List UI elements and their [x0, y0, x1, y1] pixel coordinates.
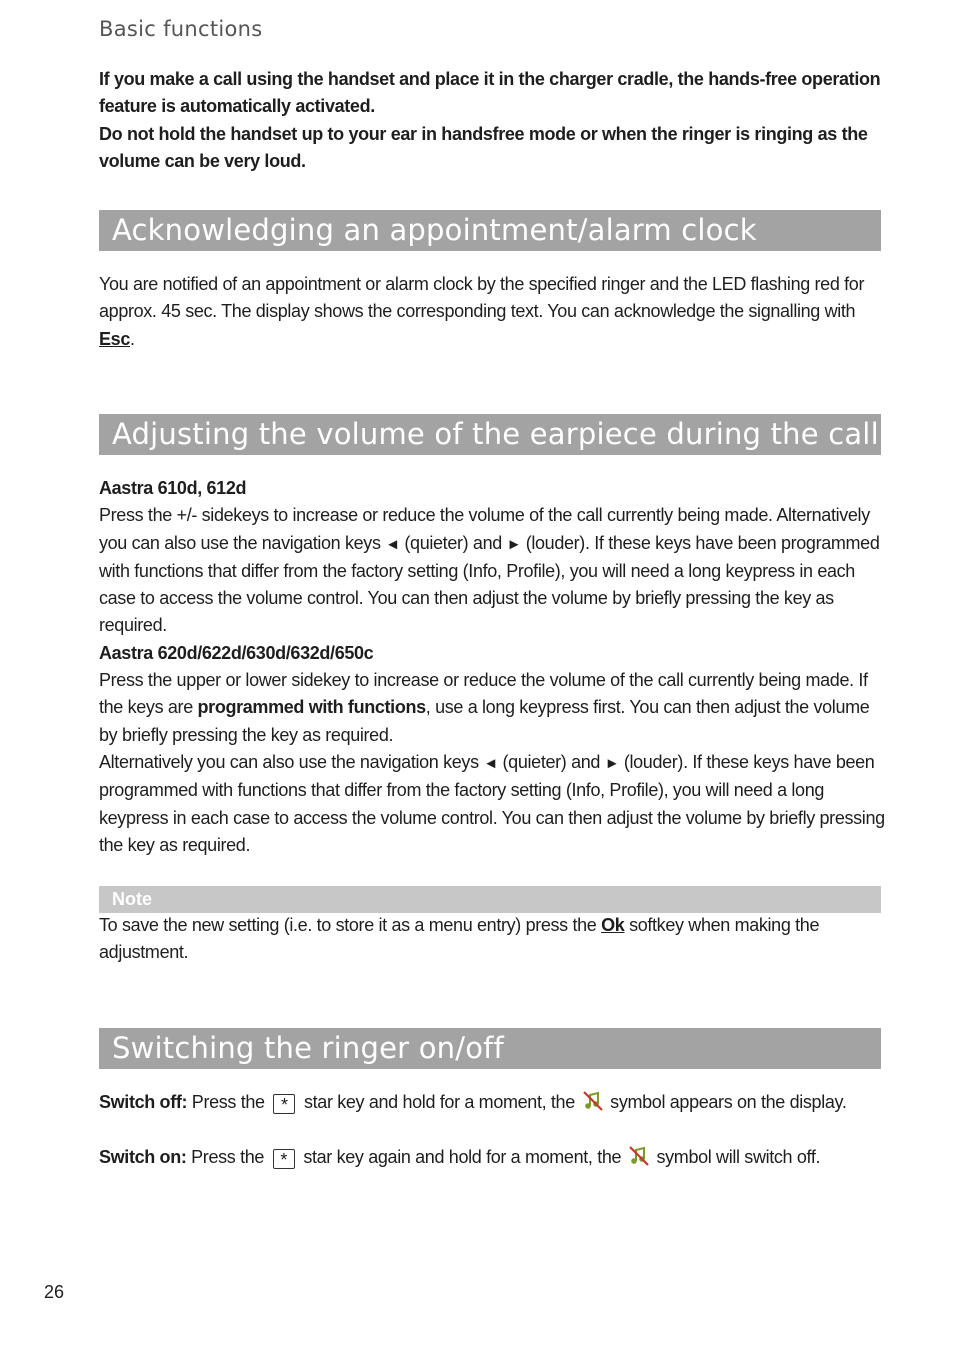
intro-warning [99, 66, 889, 175]
model-610d-paragraph [99, 502, 889, 639]
ringer-off-icon [582, 1090, 604, 1112]
model-610d-text-a: Press the +/- sidekeys to increase or reduce the volume of the call currently being made. Alternatively you can also use the navigation keys [99, 505, 870, 553]
model-610d-text-b: (quieter) and [399, 532, 507, 553]
right-arrow-icon: ► [604, 754, 620, 772]
model-620d-text-a: Press the upper or lower sidekey to increase or reduce the volume of the call currently being made. If the keys are [99, 670, 868, 718]
switch-off-text-c: symbol appears on the display. [605, 1092, 847, 1112]
intro-line-2: Do not hold the handset up to your ear in handsfree mode or when the ringer is ringing as the volume can be very loud. [99, 123, 868, 171]
switch-off-line [99, 1089, 889, 1116]
programmed-with-functions: programmed with functions [197, 697, 426, 718]
model-title-610d: Aastra 610d, 612d [99, 478, 247, 498]
note-text-a: To save the new setting (i.e. to store it as a menu entry) press the [99, 915, 602, 935]
switch-on-line [99, 1144, 889, 1171]
switch-off-label: Switch off: [99, 1092, 188, 1112]
note-paragraph [99, 912, 889, 967]
switch-off-text-b: star key and hold for a moment, the [299, 1092, 580, 1112]
model-620d-paragraph [99, 667, 889, 749]
alarm-text-end: . [129, 328, 135, 349]
model-620d-text-b: , use a long keypress first. You can then adjust the volume by briefly pressing the key as required. [99, 697, 870, 745]
left-arrow-icon: ◄ [483, 754, 498, 772]
model-610d-text-c: (louder). If these keys have been programmed with functions that differ from the factory setting (Info, Profile), you will need a long keypress in each case to access the volume control. You can then adjust the volume by briefly pressing the key as required. [99, 532, 880, 636]
note-text-b: softkey when making the adjustment. [99, 915, 820, 963]
switch-off-text-a: Press the [187, 1092, 270, 1112]
model-title-620d: Aastra 620d/622d/630d/632d/650c [99, 642, 374, 663]
star-key-icon: * [273, 1149, 295, 1169]
model-620d-alt-b: (quieter) and [497, 751, 605, 772]
model-620d-alt-a: Alternatively you can also use the navigation keys [99, 751, 484, 772]
model-620d-alt-paragraph [99, 749, 889, 859]
section-heading-alarm: Acknowledging an appointment/alarm clock [99, 210, 881, 251]
page-number: 26 [44, 1282, 65, 1302]
star-key-icon: * [273, 1094, 295, 1114]
switch-on-text-b: star key again and hold for a moment, the [298, 1147, 626, 1167]
ok-key-label: Ok [601, 915, 625, 935]
switch-on-text-a: Press the [186, 1147, 269, 1167]
left-arrow-icon: ◄ [385, 535, 400, 553]
switch-on-text-c: symbol will switch off. [651, 1147, 821, 1167]
running-head: Basic functions [99, 17, 263, 41]
right-arrow-icon: ► [506, 535, 522, 553]
note-label: Note [99, 886, 881, 913]
model-620d-alt-c: (louder). If these keys have been programmed with functions that differ from the factory setting (Info, Profile), you will need a long keypress in each case to access the volume control. You can then adjust the volume by briefly pressing the key as required. [99, 751, 885, 855]
alarm-text: You are notified of an appointment or alarm clock by the specified ringer and the LED flashing red for approx. 45 sec. The display shows the corresponding text. You can acknowledge the signalling with [99, 274, 865, 322]
ringer-off-icon [628, 1145, 650, 1167]
section-heading-ringer: Switching the ringer on/off [99, 1028, 881, 1069]
intro-line-1: If you make a call using the handset and place it in the charger cradle, the hands-free operation feature is automatically activated. [99, 69, 881, 117]
esc-key-label: Esc [99, 328, 130, 349]
volume-content [99, 475, 889, 859]
switch-on-label: Switch on: [99, 1147, 187, 1167]
alarm-paragraph [99, 271, 889, 353]
section-heading-volume: Adjusting the volume of the earpiece during the call [99, 414, 881, 455]
